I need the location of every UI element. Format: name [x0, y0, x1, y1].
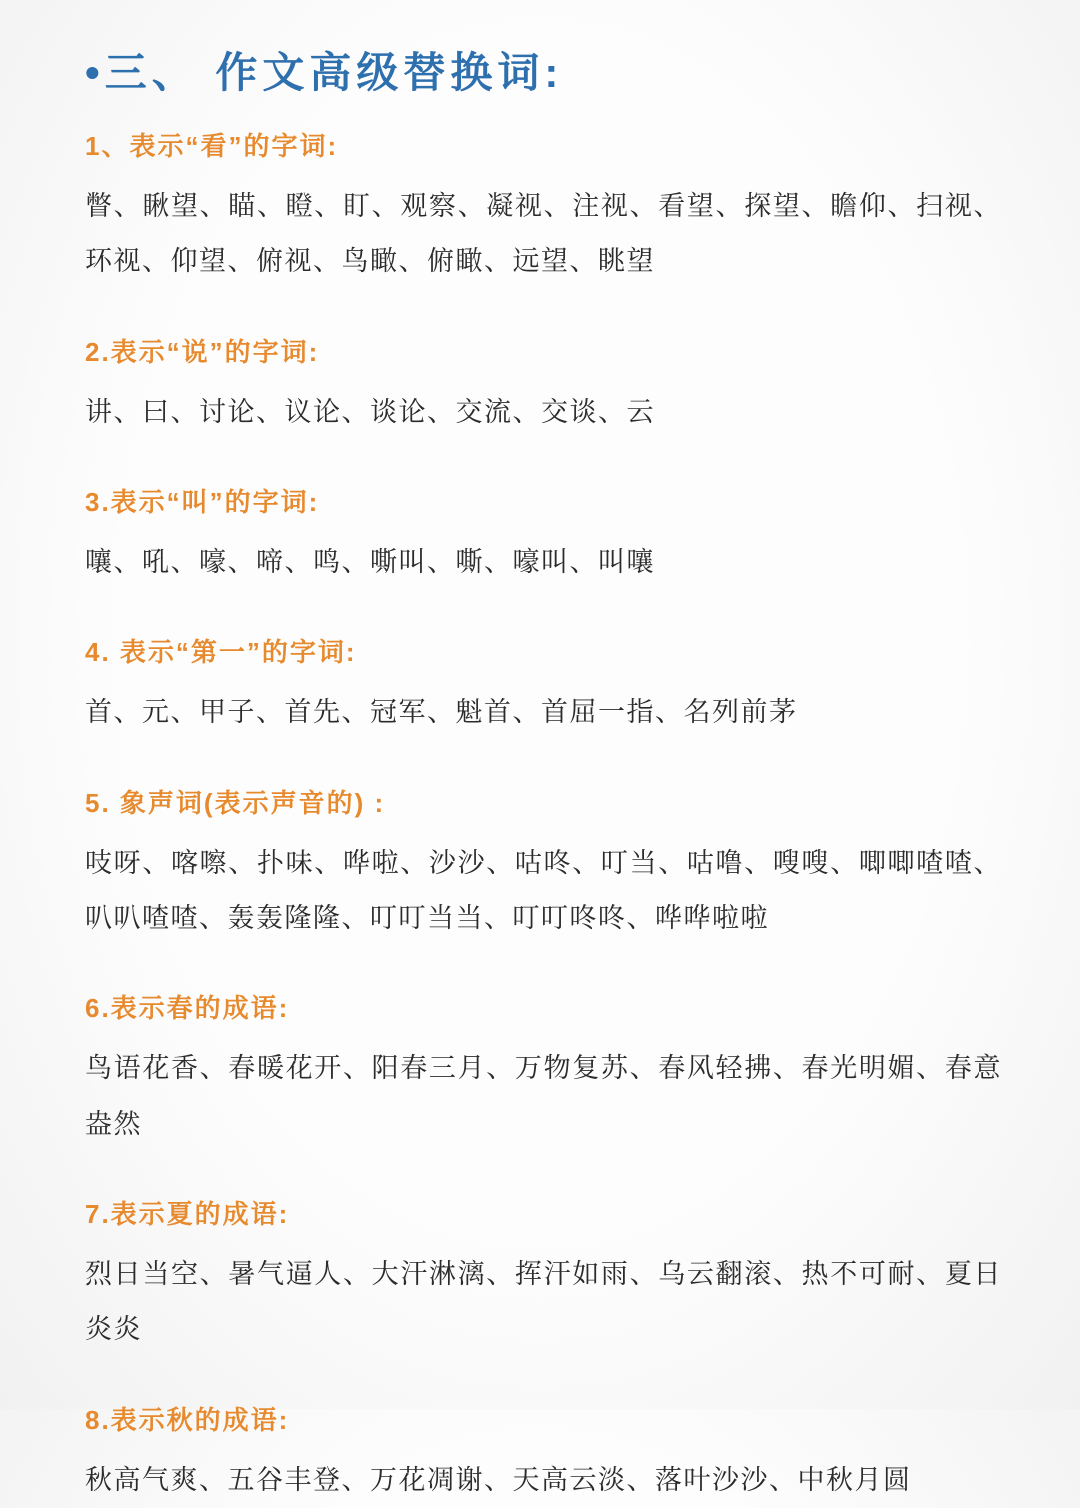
section-body: 嚷、吼、嚎、啼、鸣、嘶叫、嘶、嚎叫、叫嚷	[85, 547, 655, 578]
section-heading: 3.表示“叫”的字词:	[85, 487, 320, 518]
section-first	[85, 632, 1002, 740]
section-body: 瞥、瞅望、瞄、瞪、盯、观察、凝视、注视、看望、探望、瞻仰、扫视、环视、仰望、俯视、鸟瞰、俯瞰、远望、眺望	[85, 191, 1002, 277]
section-body: 吱呀、喀嚓、扑味、哗啦、沙沙、咕咚、叮当、咕噜、嗖嗖、唧唧喳喳、叭叭喳喳、轰轰隆隆、叮叮当当、叮叮咚咚、哗哗啦啦	[85, 847, 1002, 934]
section-body: 讲、曰、讨论、议论、谈论、交流、交谈、云	[85, 396, 655, 427]
page-title: •三、 作文高级替换词:	[85, 49, 564, 96]
section-heading: 5. 象声词(表示声音的) :	[85, 787, 386, 818]
section-say	[85, 332, 1002, 440]
section-heading: 8.表示秋的成语:	[85, 1404, 290, 1435]
section-body: 烈日当空、暑气逼人、大汗淋漓、挥汗如雨、乌云翻滚、热不可耐、夏日炎炎	[85, 1259, 1002, 1345]
section-body: 首、元、甲子、首先、冠军、魁首、首屈一指、名列前茅	[85, 697, 798, 728]
section-heading: 7.表示夏的成语:	[85, 1199, 290, 1230]
section-heading: 4. 表示“第一”的字词:	[85, 637, 357, 668]
section-autumn-idioms	[85, 1400, 1002, 1508]
section-heading: 2.表示“说”的字词:	[85, 336, 320, 367]
section-look	[85, 126, 1002, 290]
section-summer-idioms	[85, 1194, 1002, 1358]
section-shout	[85, 482, 1002, 590]
section-heading: 1、表示“看”的字词:	[85, 131, 339, 161]
section-body: 鸟语花香、春暖花开、阳春三月、万物复苏、春风轻拂、春光明媚、春意盎然	[85, 1053, 1002, 1139]
section-spring-idioms	[85, 988, 1002, 1152]
section-body: 秋高气爽、五谷丰登、万花凋谢、天高云淡、落叶沙沙、中秋月圆	[85, 1464, 912, 1495]
section-onomatopoeia	[85, 783, 1002, 947]
section-heading: 6.表示春的成语:	[85, 993, 290, 1024]
